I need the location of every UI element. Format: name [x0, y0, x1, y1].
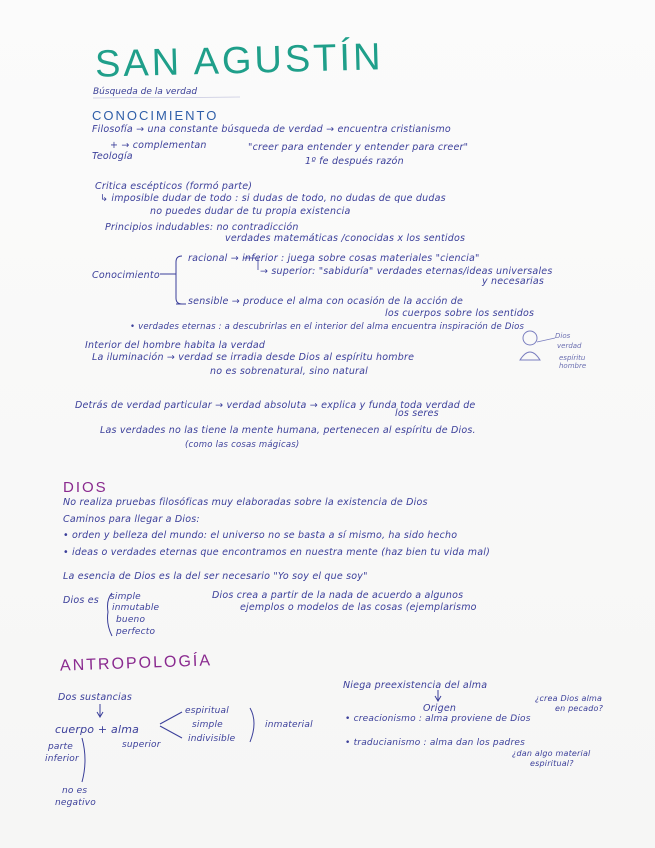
- note-line: Dios crea a partir de la nada de acuerdo a algunos: [212, 590, 464, 601]
- note-line: Conocimiento: [92, 270, 160, 281]
- note-line: No realiza pruebas filosóficas muy elaboradas sobre la existencia de Dios: [63, 497, 428, 508]
- note-line: Dos sustancias: [58, 692, 133, 703]
- note-line: Interior del hombre habita la verdad: [85, 340, 266, 351]
- note-line: Niega preexistencia del alma: [343, 680, 488, 691]
- note-line: no es sobrenatural, sino natural: [210, 366, 369, 377]
- figure-label: Dios: [555, 332, 571, 340]
- note-line: + → complementan: [110, 140, 207, 151]
- note-line: La iluminación → verdad se irradia desde Dios al espíritu hombre: [92, 352, 415, 363]
- attribute-item: bueno: [116, 615, 146, 625]
- note-line: • verdades eternas : a descubrirlas en el interior del alma encuentra inspiración de Dios: [130, 322, 525, 332]
- note-line: y necesarias: [482, 276, 545, 287]
- note-line: Las verdades no las tiene la mente humana, pertenecen al espíritu de Dios.: [100, 425, 476, 436]
- note-line: cuerpo + alma: [55, 723, 140, 736]
- note-line: espiritual: [185, 706, 229, 716]
- note-line: los seres: [395, 408, 439, 419]
- note-line: (como las cosas mágicas): [185, 440, 300, 450]
- note-line: "creer para entender y entender para creer": [248, 142, 469, 153]
- note-line: ¿crea Dios alma: [535, 694, 603, 703]
- note-line: • ideas o verdades eternas que encontramos en nuestra mente (haz bien tu vida mal): [63, 547, 491, 558]
- note-line: simple: [192, 720, 223, 730]
- note-line: 1º fe después razón: [305, 156, 404, 167]
- page-subtitle: Búsqueda de la verdad: [93, 87, 198, 97]
- note-line: Detrás de verdad particular → verdad absoluta → explica y funda toda verdad de: [75, 400, 476, 411]
- note-line: Filosofía → una constante búsqueda de verdad → encuentra cristianismo: [92, 124, 451, 135]
- attribute-item: perfecto: [116, 627, 156, 637]
- note-line: La esencia de Dios es la del ser necesario "Yo soy el que soy": [63, 571, 368, 582]
- section-heading-conocimiento: CONOCIMIENTO: [92, 108, 219, 123]
- note-line: superior: [122, 740, 161, 750]
- note-line: negativo: [55, 798, 96, 808]
- note-line: • orden y belleza del mundo: el universo no se basta a sí mismo, ha sido hecho: [63, 530, 458, 541]
- note-line: → superior: "sabiduría" verdades eternas/ideas universales: [260, 266, 553, 277]
- note-line: los cuerpos sobre los sentidos: [385, 308, 535, 319]
- note-line: no puedes dudar de tu propia existencia: [150, 206, 351, 217]
- figure-label: espíritu: [559, 354, 586, 362]
- note-line: • traducianismo : alma dan los padres: [345, 738, 525, 748]
- attribute-item: simple: [110, 592, 141, 602]
- note-line: indivisible: [188, 734, 236, 744]
- page-title: SAN AGUSTÍN: [94, 36, 384, 86]
- note-line: no es: [62, 786, 88, 796]
- note-line: parte: [48, 742, 73, 752]
- note-line: Critica escépticos (formó parte): [95, 181, 253, 192]
- figure-label: verdad: [557, 342, 582, 350]
- note-line: Teología: [92, 151, 133, 162]
- note-line: inmaterial: [265, 720, 313, 730]
- attribute-item: inmutable: [112, 603, 160, 613]
- note-line: ↳ imposible dudar de todo : si dudas de todo, no dudas de que dudas: [100, 193, 446, 204]
- note-line: Caminos para llegar a Dios:: [63, 514, 200, 525]
- figure-label: hombre: [559, 362, 587, 370]
- note-line: inferior: [45, 754, 79, 764]
- note-line: sensible → produce el alma con ocasión de la acción de: [188, 296, 464, 307]
- section-heading-antropologia: ANTROPOLOGÍA: [59, 652, 213, 675]
- note-line: Origen: [423, 703, 457, 714]
- note-line: • creacionismo : alma proviene de Dios: [345, 714, 531, 724]
- note-line: ¿dan algo material: [512, 749, 591, 758]
- note-line: Dios es: [63, 595, 99, 606]
- note-line: ejemplos o modelos de las cosas (ejemplarismo: [240, 602, 477, 613]
- note-line: racional → inferior : juega sobre cosas materiales "ciencia": [188, 253, 480, 264]
- note-line: verdades matemáticas /conocidas x los sentidos: [225, 233, 466, 244]
- note-line: espiritual?: [530, 759, 574, 768]
- note-line: Principios indudables: no contradicción: [105, 222, 299, 233]
- note-line: en pecado?: [555, 704, 604, 713]
- section-heading-dios: DIOS: [63, 479, 108, 496]
